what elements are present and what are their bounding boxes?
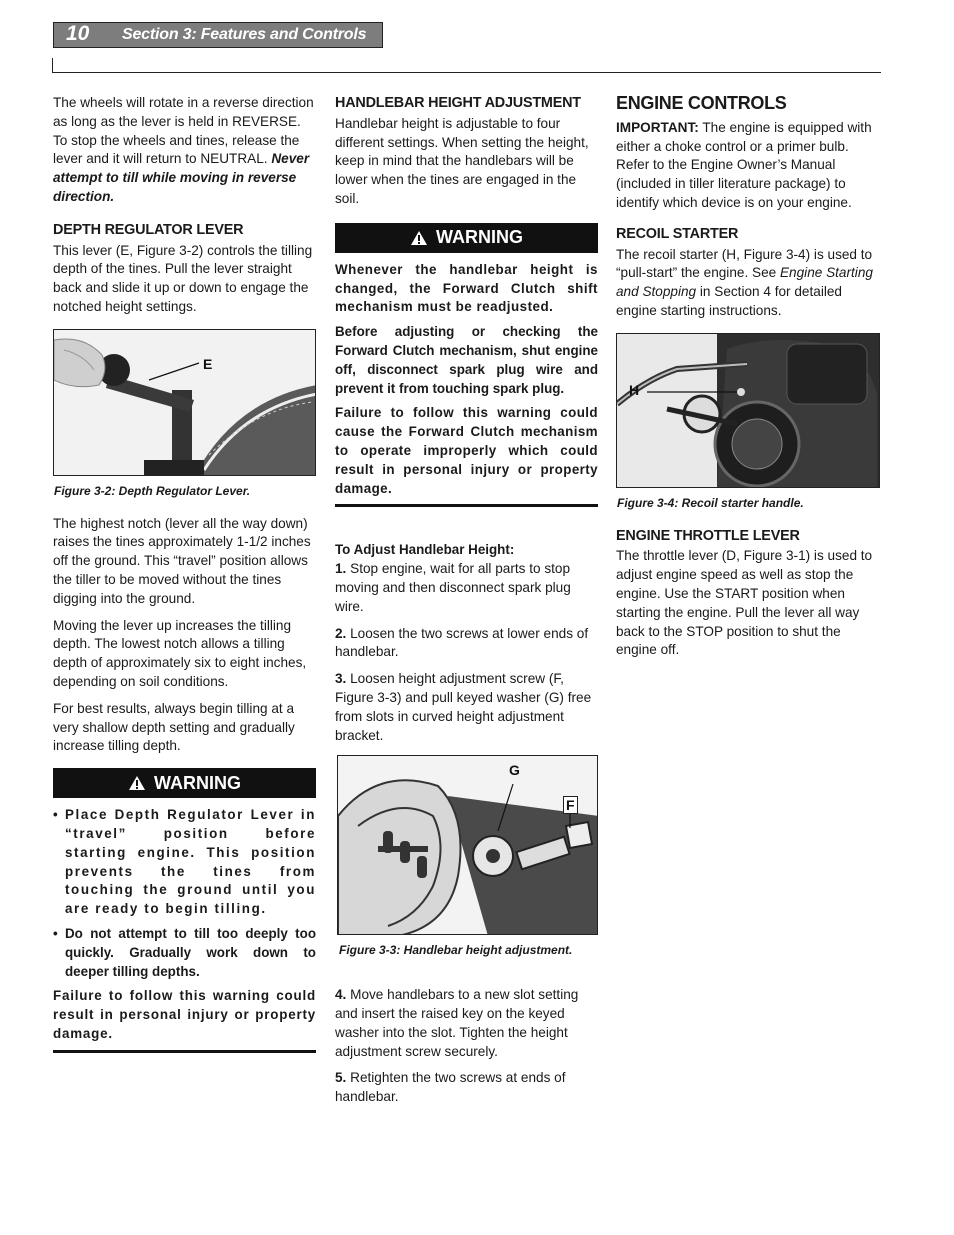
warning-bullet: • Place Depth Regulator Lever in “travel” position before starting engine. This position prevents the tines from touching the ground until you are ready to begin tilling.	[53, 806, 316, 919]
page-number: 10	[66, 22, 90, 45]
step-3: 3. Loosen height adjustment screw (F, Figure 3-3) and pull keyed washer (G) free from slots in curved height adjustment bracket.	[335, 671, 592, 743]
bullet-dot: •	[53, 807, 58, 823]
handlebar-bracket-illustration	[338, 756, 598, 935]
engine-controls-heading: ENGINE CONTROLS	[616, 93, 787, 113]
intro-paragraph: The wheels will rotate in a reverse direction as long as the lever is held in REVERSE. To stop the wheels and tines, release the lever and it will return to NEUTRAL. Never attempt to till while moving in reverse direction.	[53, 95, 314, 204]
recoil-starter-heading: RECOIL STARTER	[616, 225, 739, 242]
warning-triangle-icon	[128, 775, 146, 791]
column-2	[335, 94, 598, 1115]
important-label: IMPORTANT:	[616, 119, 699, 135]
important-paragraph: IMPORTANT: The engine is equipped with either a choke control or a primer bulb. Refer to the Engine Owner’s Manual (included in tiller literature package) to identify which device is on your engine.	[616, 119, 872, 210]
figure-3-3-callout-g: G	[509, 762, 520, 779]
warning-text-1: Whenever the handlebar height is changed, the Forward Clutch shift mechanism must be readjusted.	[335, 261, 598, 315]
figure-3-4	[616, 333, 880, 488]
best-results-paragraph: For best results, always begin tilling at a very shallow depth setting and gradually increase tilling depth.	[53, 700, 295, 754]
figure-3-2-caption: Figure 3-2: Depth Regulator Lever.	[54, 483, 251, 498]
figure-3-2-callout-e: E	[203, 355, 213, 372]
throttle-text: The throttle lever (D, Figure 3-1) is used to adjust engine speed as well as stop the engine. Use the START position when starting the engine. Pull the lever all way back to the STOP position to shut the engine off.	[616, 548, 873, 658]
warning-banner-depth	[53, 768, 316, 798]
warning-body-depth	[53, 806, 316, 1053]
figure-3-3-callout-f: F	[563, 796, 578, 814]
column-1	[53, 94, 316, 1053]
warning-failure-text: Failure to follow this warning could result in personal injury or property damage.	[53, 988, 316, 1041]
handlebar-text: Handlebar height is adjustable to four different settings. When setting the height, keep in mind that the handlebars will be lower when the tines are engaged in the soil.	[335, 115, 589, 206]
step-1: 1. Stop engine, wait for all parts to stop moving and then disconnect spark plug wire.	[335, 561, 571, 614]
section-header-bar	[53, 22, 383, 48]
warning-bullet: • Do not attempt to till too deeply too quickly. Gradually work down to deeper tilling depths.	[53, 925, 316, 981]
handlebar-heading: HANDLEBAR HEIGHT ADJUSTMENT	[335, 95, 581, 111]
figure-3-2	[53, 329, 316, 476]
header-rule	[52, 72, 881, 73]
warning-label: WARNING	[154, 772, 241, 793]
warning-end-rule	[335, 504, 598, 507]
column-3	[616, 94, 880, 668]
figure-3-3	[337, 755, 598, 935]
step-2: 2. Loosen the two screws at lower ends of handlebar.	[335, 625, 589, 660]
bullet-dot: •	[53, 925, 58, 941]
depth-regulator-heading: DEPTH REGULATOR LEVER	[53, 221, 244, 238]
figure-3-3-caption: Figure 3-3: Handlebar height adjustment.	[339, 943, 573, 958]
figure-3-4-callout-h: H	[629, 381, 640, 398]
depth-lever-illustration	[54, 330, 316, 476]
recoil-starter-text: The recoil starter (H, Figure 3-4) is used to “pull-start” the engine. See Engine Starting and Stopping in Section 4 for detailed engine starting instructions.	[616, 246, 873, 318]
warning-end-rule	[53, 1050, 316, 1053]
header-rule-vertical	[52, 58, 53, 72]
warning-text-3: Failure to follow this warning could cause the Forward Clutch mechanism to operate improperly which could result in personal injury or property damage.	[335, 405, 598, 496]
depth-regulator-text: This lever (E, Figure 3-2) controls the tilling depth of the tines. Pull the lever straight back and slide it up or down to engage the notched height settings.	[53, 242, 313, 314]
warning-text-2: Before adjusting or checking the Forward Clutch mechanism, shut engine off, disconnect spark plug wire and prevent it from touching spark plug.	[335, 324, 598, 396]
adjust-heading: To Adjust Handlebar Height:	[335, 542, 515, 558]
step-5: 5. Retighten the two screws at ends of handlebar.	[335, 1070, 566, 1105]
throttle-heading: ENGINE THROTTLE LEVER	[616, 527, 800, 544]
recoil-starter-illustration	[617, 334, 880, 488]
warning-triangle-icon	[410, 230, 428, 246]
notch-paragraph: The highest notch (lever all the way down) raises the tines approximately 1-1/2 inches off the ground. This “travel” position allows the tiller to be moved without the tines digging into the ground.	[53, 515, 311, 606]
warning-label: WARNING	[436, 227, 523, 248]
intro-emphasis: Never attempt to till while moving in reverse direction.	[53, 151, 310, 204]
section-title: Section 3: Features and Controls	[122, 26, 367, 43]
warning-banner-handlebar	[335, 223, 598, 253]
figure-3-4-caption: Figure 3-4: Recoil starter handle.	[617, 495, 804, 510]
step-4: 4. Move handlebars to a new slot setting and insert the raised key on the keyed washer into the slot. Tighten the height adjustment screw securely.	[335, 987, 579, 1059]
moving-paragraph: Moving the lever up increases the tilling depth. The lowest notch allows a tilling depth of approximately six to eight inches, depending on soil conditions.	[53, 617, 307, 689]
warning-body-handlebar	[335, 261, 598, 508]
